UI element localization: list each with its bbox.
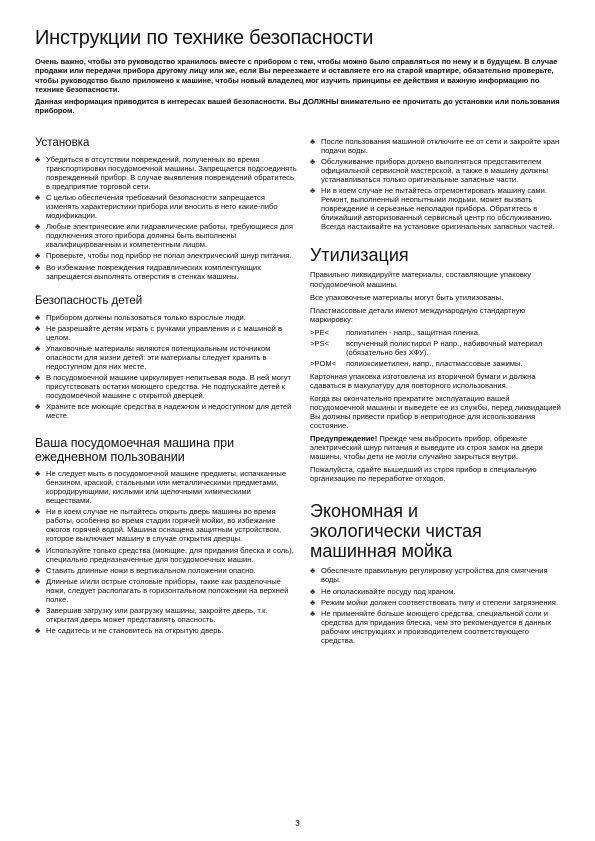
list-item: [35, 222, 297, 249]
list-item-text: Не разрешайте детям играть с ручками управления и с машиной в целом.: [46, 323, 282, 342]
intro-paragraph: Данная информация приводится в интересах вашей безопасности. Вы ДОЛЖНЫ внимательно ее прочитать до установки или пользования прибором.: [35, 97, 560, 116]
paragraph: Пластмассовые детали имеют международную стандартную маркировку:: [310, 305, 526, 324]
bullet-icon: ♣: [35, 402, 41, 412]
bullet-icon: ♣: [310, 566, 316, 576]
list-item-text: Убедиться в отсутствии повреждений, полученных во время транспортировки посудомоечной машины. Запрещается подсоединять поврежденный прибор. В случае выявления повреждений обратитесь в предприятие торговой сети.: [46, 155, 297, 192]
marking-description: полиэтилен - напр., защитная пленка.: [346, 327, 481, 337]
list-item-text: Завершив загрузку или разгрузку машины, закройте дверь, т.к. открытая дверь может представлять опасность.: [46, 605, 268, 624]
warning-paragraph: [310, 434, 565, 461]
list-item: [35, 577, 297, 604]
list-item: [35, 373, 297, 400]
list-item-text: Храните все моющие средства в надежном и недоступном для детей месте.: [46, 402, 292, 421]
section-install: [35, 137, 297, 281]
marking-code: >PE<: [310, 327, 329, 337]
bullet-icon: ♣: [35, 262, 41, 272]
list-item: [35, 402, 297, 420]
bullet-icon: ♣: [35, 323, 41, 333]
bullet-icon: ♣: [35, 193, 41, 203]
bullet-list: [35, 313, 297, 421]
marking-row: [310, 339, 565, 357]
marking-description: полиоксиметилен, напр., пластмассовые зажимы.: [346, 358, 523, 368]
list-item: [35, 507, 297, 543]
list-item-text: Не садитесь и не становитесь на открытую дверь.: [46, 625, 224, 635]
page-title: Инструкции по технике безопасности: [35, 27, 374, 49]
list-item: [35, 606, 297, 624]
list-item-text: Ставить длинные ножи в вертикальном положении опасно.: [46, 565, 256, 575]
list-item: [310, 587, 565, 596]
list-item: [310, 609, 565, 645]
section-title: Безопасность детей: [35, 294, 143, 307]
section-disposal: [310, 245, 565, 483]
intro: [35, 57, 560, 119]
list-item: [35, 263, 297, 281]
warning-text: Прежде чем выбросить прибор, обрежьте электрический шнур питания и выведите из строя замок на двери машины, чтобы дети не могли случайно закрыться внутри.: [310, 434, 543, 462]
list-item: [35, 193, 297, 220]
page-number: 3: [295, 819, 300, 828]
right-column: [310, 137, 565, 649]
section-children: [35, 295, 297, 421]
bullet-icon: ♣: [35, 222, 41, 232]
bullet-icon: ♣: [310, 186, 316, 196]
bullet-icon: ♣: [35, 469, 41, 479]
bullet-icon: ♣: [35, 507, 41, 517]
marking-row: [310, 359, 565, 368]
bullet-icon: ♣: [35, 312, 41, 322]
list-item-text: Обеспечьте правильную регулировку устройства для смягчения воды.: [321, 566, 548, 585]
bullet-icon: ♣: [310, 597, 316, 607]
list-item-text: С целью обеспечения требований безопасности запрещается изменять характеристики прибора или вносить в него какие-либо модификации.: [46, 193, 278, 221]
list-item-text: В посудомоечной машине циркулирует непитьевая вода. В ней могут присутствовать остатки моющего средства. Не подпускайте детей к посудомоечной машине с открытой дверцей.: [46, 372, 292, 400]
list-item: [35, 469, 297, 505]
list-item-text: Любые электрические или гидравлические работы, требующиеся для подключения этого прибора должны быть выполнены квалифицированным и компетентным лицом.: [46, 222, 293, 250]
bullet-icon: ♣: [310, 137, 316, 146]
list-item-text: Не следует мыть в посудомоечной машине предметы, испачканные бензином, краской, стальными или металлическими предметами, корродирующими, кислыми или щелочными химическими веществами.: [46, 469, 287, 506]
paragraph: Картонная упаковка изготовлена из вторичной бумаги и должна сдаваться в макулатуру для повторного использования.: [310, 371, 536, 390]
bullet-icon: ♣: [35, 343, 41, 353]
bullet-icon: ♣: [310, 586, 316, 596]
list-item: [310, 186, 565, 231]
list-item-text: Обслуживание прибора должно выполняться представителем официальной сервисной мастерской, а также в машину должны устанавливаться только оригинальные запасные части.: [321, 157, 549, 185]
bullet-icon: ♣: [310, 608, 316, 618]
bullet-icon: ♣: [35, 576, 41, 586]
bullet-icon: ♣: [35, 565, 41, 575]
marking-code: >POM<: [310, 358, 337, 368]
bullet-icon: ♣: [35, 372, 41, 382]
list-item: [35, 344, 297, 371]
list-item-text: Не применяйте больше моющего средства, специальной соли и средства для придания блеска, чем это рекомендуется в данных рабочих инструкциях и производителем соответствующего средства.: [321, 608, 552, 645]
paragraph: Когда вы окончательно прекратите эксплуатацию вашей посудомоечной машины и выведете ее из службы, перед ликвидацией Вы должны привести прибор в непригодное для использования состояние.: [310, 393, 561, 431]
section-title: Ваша посудомоечная машина при ежедневном пользовании: [35, 436, 235, 465]
bullet-icon: ♣: [35, 545, 41, 555]
intro-paragraph: Очень важно, чтобы это руководство хранилось вместе с прибором с тем, чтобы можно было справляться по нему и в будущем. В случае продажи или передачи прибора другому лицу или же, если Вы переезжаете и оставляете его на старой квартире, обязательно проверьте, чтобы руководство было приложено к машине, чтобы новый владелец мог изучить принципы ее действия и важную информацию по технике безопасности.: [35, 57, 558, 94]
bullet-list: [35, 155, 297, 281]
list-item-text: Прибором должны пользоваться только взрослые люди.: [46, 312, 246, 322]
list-item: [35, 251, 297, 260]
list-item-text: Ни в коем случае не пытайтесь отремонтировать машину сами. Ремонт, выполненный неопытными людьми, может вызвать повреждение и серьезные неполадки прибора. Обратитесь в ближайший авторизованный сервисный центр по обслуживанию. Всегда настаивайте на установке оригинальных запасных частей.: [321, 186, 555, 232]
list-item-text: Не ополаскивайте посуду под краном.: [321, 586, 456, 596]
list-item: [310, 137, 565, 155]
bullet-icon: ♣: [310, 157, 316, 167]
section-service: [310, 137, 565, 231]
warning-label: Предупреждение!: [310, 434, 378, 444]
list-item-text: Упаковочные материалы являются потенциальным источником опасности для жизни детей: эти материалы следует хранить в недоступном для них месте.: [46, 343, 271, 371]
bullet-icon: ♣: [35, 251, 41, 261]
section-title: Установка: [35, 137, 90, 149]
list-item: [35, 566, 297, 575]
bullet-list: [310, 566, 565, 644]
list-item-text: Используйте только средства (моющие, для придания блеска и соль), специально предназначенные для посудомоечных машин.: [46, 545, 294, 564]
section-daily-use: [35, 436, 297, 635]
list-item-text: Длинные и/или острые столовые приборы, такие как разделочные ножи, следует располагать в горизонтальном положении на верхней полке.: [46, 576, 289, 604]
list-item-text: После пользования машиной отключите ее от сети и закройте кран подачи воды.: [321, 137, 560, 156]
bullet-icon: ♣: [35, 605, 41, 615]
list-item-text: Режим мойки должен соответствовать типу и степени загрязнения.: [321, 597, 559, 607]
paragraph: Правильно ликвидируйте материалы, составляющие упаковку посудомоечной машины.: [310, 270, 532, 289]
list-item: [310, 566, 565, 584]
paragraph: Пожалуйста, сдайте вышедший из строя прибор в специальную организацию по переработке отходов.: [310, 465, 537, 484]
section-title: Утилизация: [310, 245, 409, 266]
bullet-icon: ♣: [35, 155, 41, 164]
list-item: [310, 598, 565, 607]
bullet-list: [310, 137, 565, 231]
list-item: [35, 626, 297, 635]
paragraph: Все упаковочные материалы могут быть утилизованы.: [310, 292, 504, 302]
list-item: [35, 324, 297, 342]
bullet-icon: ♣: [35, 625, 41, 635]
marking-description: вспученный полистирол Р напр., набивочный материал (обязательно без ХФУ).: [346, 338, 543, 357]
list-item: [35, 546, 297, 564]
marking-row: [310, 328, 565, 337]
bullet-list: [35, 469, 297, 635]
marking-code: >PS<: [310, 338, 329, 348]
list-item: [35, 155, 297, 191]
list-item-text: Ни в коем случае не пытайтесь открыть дверь машины во время работы, особенно во время стадии горячей мойки, во избежание ожогов горячей водой. Машина оснащена защитным устройством, которое выключает машину в случае открытия дверцы.: [46, 507, 282, 544]
list-item-text: Проверьте, чтобы под прибор не попал электрический шнур питания.: [46, 251, 292, 261]
section-eco: [310, 501, 565, 644]
list-item-text: Во избежание повреждения гидравлических комплектующих запрещается выполнять отверстия в стенках машины.: [46, 262, 261, 281]
section-title: Экономная и экологически чистая машинная мойка: [310, 501, 482, 562]
list-item: [35, 313, 297, 322]
left-column: [35, 137, 297, 639]
list-item: [310, 157, 565, 184]
